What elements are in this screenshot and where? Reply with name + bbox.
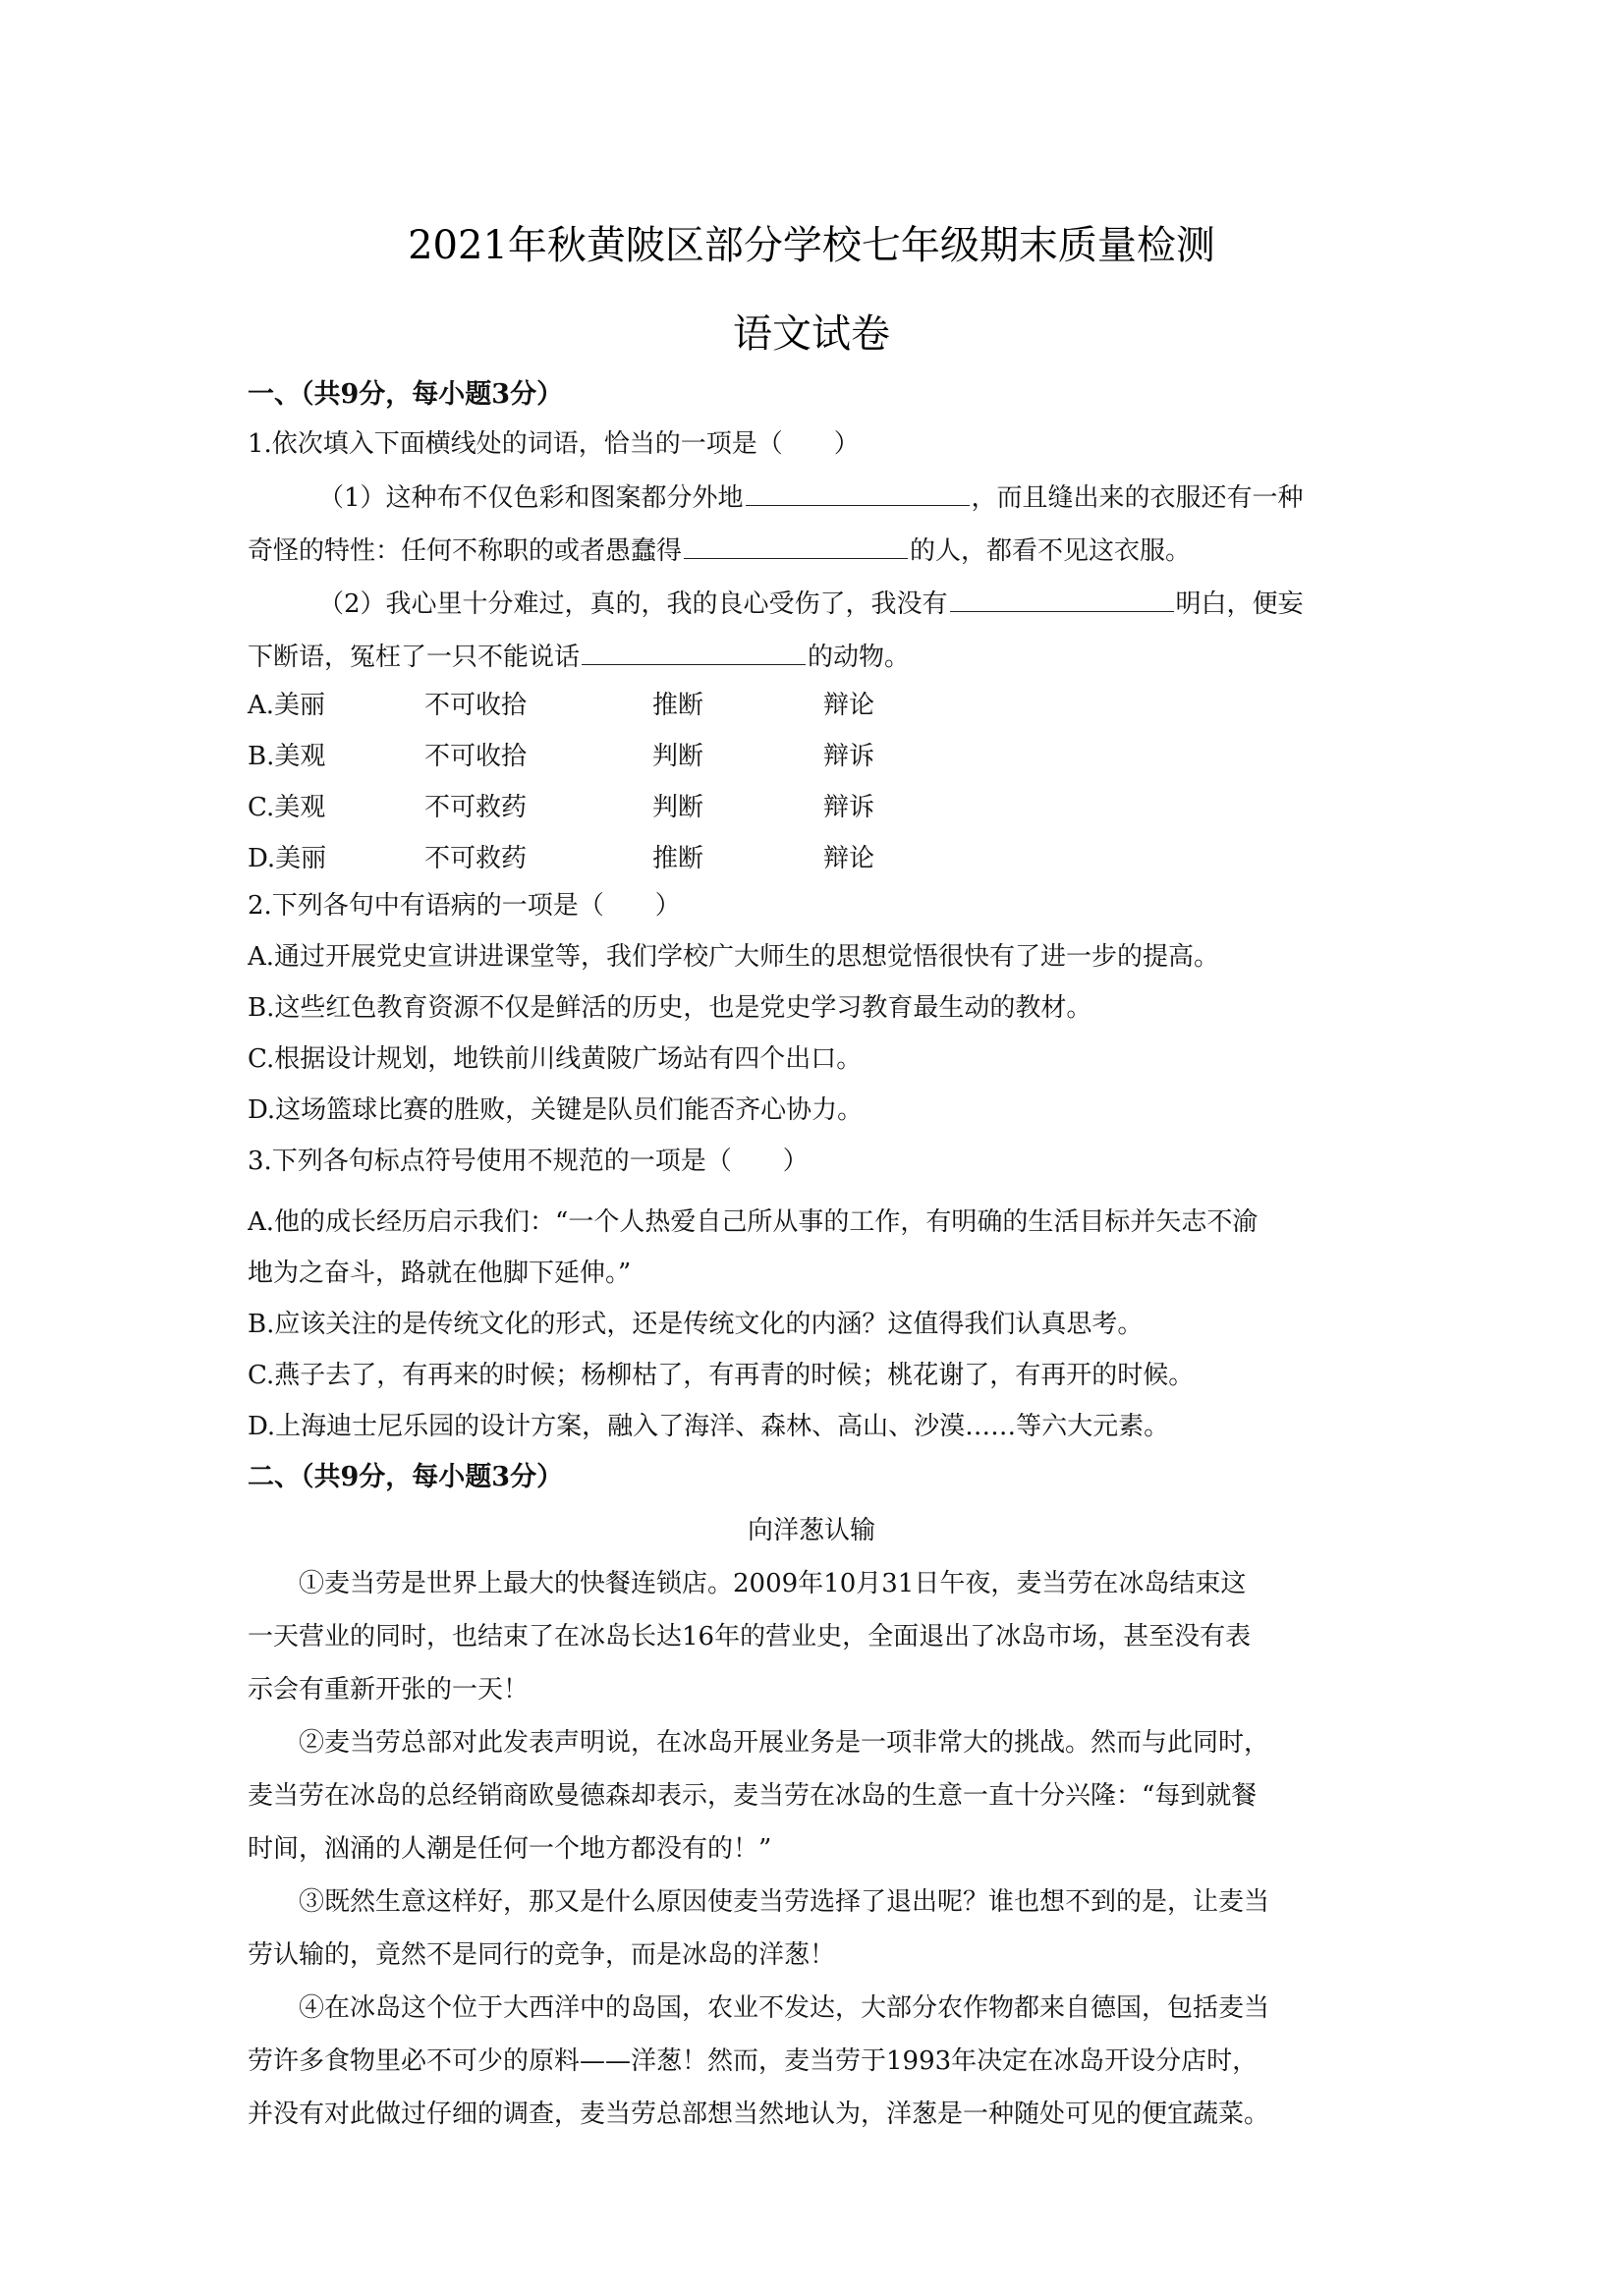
passage-title: 向洋葱认输	[747, 1516, 875, 1545]
passage-p4-line2: 劳许多食物里必不可少的原料——洋葱！然而，麦当劳于1993年决定在冰岛开设分店时，	[248, 2046, 1259, 2076]
q1-option-b-word1: B.美观	[248, 742, 326, 771]
passage-p3-line2: 劳认输的，竟然不是同行的竞争，而是冰岛的洋葱！	[248, 1940, 836, 1970]
q1-option-d-word1: D.美丽	[248, 844, 327, 873]
q1-option-c-word1: C.美观	[248, 793, 326, 822]
q2-option-a: A.通过开展党史宣讲进课堂等，我们学校广大师生的思想觉悟很快有了进一步的提高。	[248, 942, 1220, 972]
exam-title: 2021年秋黄陂区部分学校七年级期末质量检测	[408, 223, 1215, 268]
q1-s2b-post: 的动物。	[808, 643, 911, 672]
q1-option-b-word4: 辩诉	[823, 742, 875, 771]
q1-option-c-word4: 辩诉	[823, 793, 875, 822]
q1-option-a-word1: A.美丽	[248, 691, 326, 720]
section-1-heading: 一、（共9分，每小题3分）	[248, 379, 564, 410]
passage-p4-line1: ④在冰岛这个位于大西洋中的岛国，农业不发达，大部分农作物都来自德国，包括麦当	[299, 1993, 1270, 2023]
q1-option-d-word4: 辩论	[823, 844, 875, 873]
passage-p2-line2: 麦当劳在冰岛的总经销商欧曼德森却表示，麦当劳在冰岛的生意一直十分兴隆：“每到就餐	[248, 1781, 1258, 1811]
q3-option-c: C.燕子去了，有再来的时候；杨柳枯了，有再青的时候；桃花谢了，有再开的时候。	[248, 1361, 1195, 1390]
q1-option-a-word4: 辩论	[823, 691, 875, 720]
q1-s2b-pre: 下断语，冤枉了一只不能说话	[248, 643, 581, 672]
fill-blank-4	[582, 639, 806, 665]
q1-stem: 1.依次填入下面横线处的词语，恰当的一项是（ ）	[248, 429, 860, 459]
q1-option-b-word2: 不可收拾	[424, 742, 528, 771]
passage-p1-line1: ①麦当劳是世界上最大的快餐连锁店。2009年10月31日午夜，麦当劳在冰岛结束这	[299, 1569, 1247, 1598]
q1-option-b-word3: 判断	[652, 742, 704, 771]
q1-s2a-post: 明白，便妄	[1175, 589, 1304, 619]
q3-option-a-line2: 地为之奋斗，路就在他脚下延伸。”	[248, 1259, 632, 1288]
q1-s1b-post: 的人，都看不见这衣服。	[910, 536, 1192, 566]
passage-p2-line1: ②麦当劳总部对此发表声明说，在冰岛开展业务是一项非常大的挑战。然而与此同时，	[299, 1728, 1270, 1758]
passage-p4-line3: 并没有对此做过仔细的调查，麦当劳总部想当然地认为，洋葱是一种随处可见的便宜蔬菜。	[248, 2100, 1270, 2129]
q1-option-d-word3: 推断	[652, 844, 704, 873]
q2-option-c: C.根据设计规划，地铁前川线黄陂广场站有四个出口。	[248, 1044, 863, 1074]
q2-stem: 2.下列各句中有语病的一项是（ ）	[248, 891, 681, 921]
q3-stem: 3.下列各句标点符号使用不规范的一项是（ ）	[248, 1147, 809, 1176]
fill-blank-2	[684, 532, 908, 559]
q1-s1b-pre: 奇怪的特性：任何不称职的或者愚蠢得	[248, 536, 683, 566]
passage-p1-line3: 示会有重新开张的一天！	[248, 1675, 530, 1705]
passage-p2-line3: 时间，汹涌的人潮是任何一个地方都没有的！”	[248, 1834, 772, 1864]
q1-s1a-pre: （1）这种布不仅色彩和图案都分外地	[318, 483, 744, 513]
q1-option-c-word2: 不可救药	[424, 793, 528, 822]
passage-p3-line1: ③既然生意这样好，那又是什么原因使麦当劳选择了退出呢？谁也想不到的是，让麦当	[299, 1887, 1270, 1917]
section-2-heading: 二、（共9分，每小题3分）	[248, 1462, 564, 1492]
q3-option-d: D.上海迪士尼乐园的设计方案，融入了海洋、森林、高山、沙漠……等六大元素。	[248, 1412, 1170, 1441]
fill-blank-1	[746, 479, 970, 506]
q1-sentence-1b	[248, 532, 1387, 569]
q1-sentence-2a	[318, 586, 1389, 622]
q2-option-b: B.这些红色教育资源不仅是鲜活的历史，也是党史学习教育最生动的教材。	[248, 993, 1092, 1023]
q1-option-d-word2: 不可救药	[424, 844, 528, 873]
q1-option-a-word3: 推断	[652, 691, 704, 720]
passage-p1-line2: 一天营业的同时，也结束了在冰岛长达16年的营业史，全面退出了冰岛市场，甚至没有表	[248, 1622, 1252, 1652]
q3-option-b: B.应该关注的是传统文化的形式，还是传统文化的内涵？这值得我们认真思考。	[248, 1310, 1144, 1339]
q3-option-a-line1: A.他的成长经历启示我们：“一个人热爱自己所从事的工作，有明确的生活目标并矢志不渝	[248, 1207, 1259, 1237]
fill-blank-3	[950, 586, 1174, 612]
q2-option-d: D.这场篮球比赛的胜败，关键是队员们能否齐心协力。	[248, 1095, 864, 1125]
q1-option-c-word3: 判断	[652, 793, 704, 822]
q1-s1a-post: ，而且缝出来的衣服还有一种	[971, 483, 1304, 513]
q1-sentence-1a	[318, 479, 1389, 516]
exam-subtitle: 语文试卷	[733, 311, 890, 357]
q1-sentence-2b	[248, 639, 1387, 675]
q1-s2a-pre: （2）我心里十分难过，真的，我的良心受伤了，我没有	[318, 589, 948, 619]
q1-option-a-word2: 不可收拾	[424, 691, 528, 720]
